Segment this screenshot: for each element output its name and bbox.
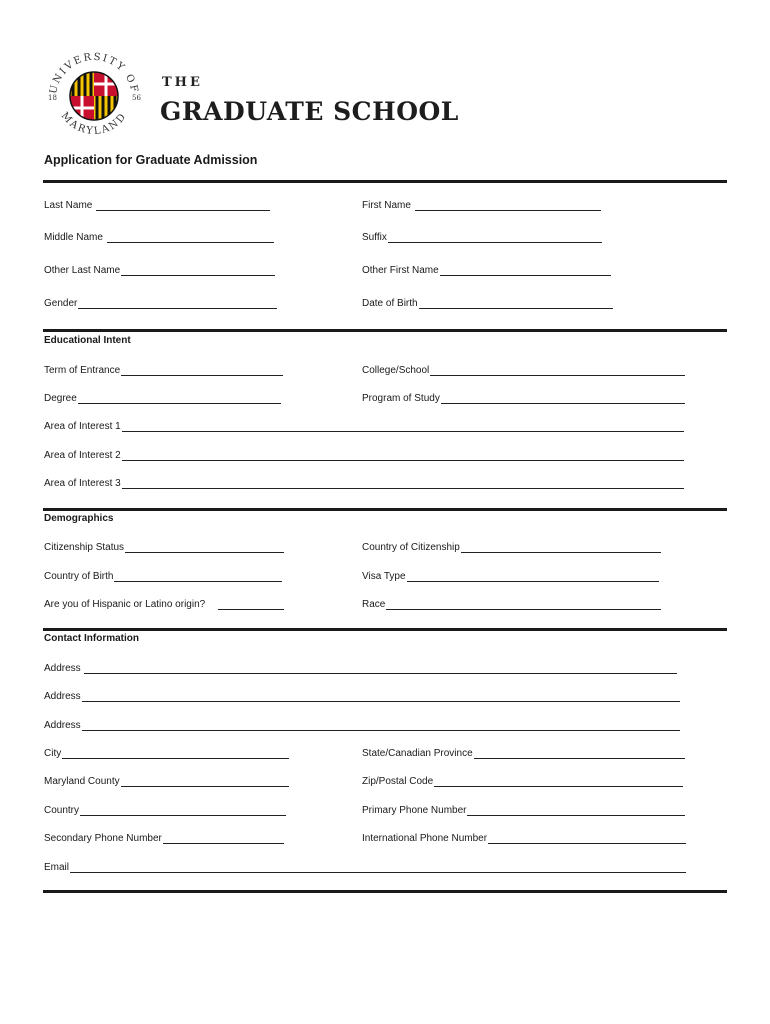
international-phone-field[interactable] xyxy=(362,830,686,844)
email-field[interactable] xyxy=(44,859,686,873)
seal-arc-bottom-text: MARYLAND xyxy=(58,110,130,138)
address-2-label: Address xyxy=(44,691,81,702)
maryland-county-label: Maryland County xyxy=(44,776,120,787)
educational-intent-heading: Educational Intent xyxy=(44,335,131,346)
area-of-interest-1-field[interactable] xyxy=(44,418,684,432)
visa-type-label: Visa Type xyxy=(362,571,406,582)
term-of-entrance-label: Term of Entrance xyxy=(44,365,121,376)
zip-postal-code-label: Zip/Postal Code xyxy=(362,776,434,787)
state-province-label: State/Canadian Province xyxy=(362,748,473,759)
area-of-interest-2-label: Area of Interest 2 xyxy=(44,450,121,461)
country-field[interactable] xyxy=(44,802,286,816)
program-of-study-label: Program of Study xyxy=(362,393,440,404)
email-label: Email xyxy=(44,862,70,873)
city-label: City xyxy=(44,748,62,759)
citizenship-status-label: Citizenship Status xyxy=(44,542,125,553)
city-field[interactable] xyxy=(44,745,289,759)
maryland-county-field[interactable] xyxy=(44,773,289,787)
date-of-birth-label: Date of Birth xyxy=(362,298,418,309)
degree-field[interactable] xyxy=(44,390,281,404)
secondary-phone-field[interactable] xyxy=(44,830,284,844)
divider xyxy=(43,890,727,893)
secondary-phone-label: Secondary Phone Number xyxy=(44,833,162,844)
other-first-name-label: Other First Name xyxy=(362,265,439,276)
address-1-field[interactable] xyxy=(44,660,677,674)
first-name-label: First Name xyxy=(362,200,411,211)
seal-arc-top-text: UNIVERSITY OF xyxy=(48,51,140,95)
country-of-citizenship-label: Country of Citizenship xyxy=(362,542,460,553)
area-of-interest-1-label: Area of Interest 1 xyxy=(44,421,121,432)
divider xyxy=(43,180,727,183)
country-label: Country xyxy=(44,805,80,816)
country-of-birth-field[interactable] xyxy=(44,568,282,582)
divider xyxy=(43,628,727,631)
state-province-field[interactable] xyxy=(362,745,685,759)
last-name-field[interactable] xyxy=(44,197,270,211)
international-phone-label: International Phone Number xyxy=(362,833,488,844)
seal-year-left: 18 xyxy=(48,94,57,102)
divider xyxy=(43,508,727,511)
suffix-label: Suffix xyxy=(362,232,387,243)
header-school-name: GRADUATE SCHOOL xyxy=(160,97,459,126)
last-name-label: Last Name xyxy=(44,200,93,211)
visa-type-field[interactable] xyxy=(362,568,659,582)
program-of-study-field[interactable] xyxy=(362,390,685,404)
demographics-heading: Demographics xyxy=(44,513,114,524)
seal-year-right: 56 xyxy=(132,94,141,102)
first-name-field[interactable] xyxy=(362,197,601,211)
address-3-label: Address xyxy=(44,720,81,731)
address-3-field[interactable] xyxy=(44,717,680,731)
college-school-field[interactable] xyxy=(362,362,685,376)
hispanic-latino-field[interactable] xyxy=(44,596,284,610)
date-of-birth-field[interactable] xyxy=(362,295,613,309)
zip-postal-code-field[interactable] xyxy=(362,773,683,787)
term-of-entrance-field[interactable] xyxy=(44,362,283,376)
gender-field[interactable] xyxy=(44,295,277,309)
suffix-field[interactable] xyxy=(362,229,602,243)
area-of-interest-3-label: Area of Interest 3 xyxy=(44,478,121,489)
contact-information-heading: Contact Information xyxy=(44,633,139,644)
citizenship-status-field[interactable] xyxy=(44,539,284,553)
address-2-field[interactable] xyxy=(44,688,680,702)
form-title: Application for Graduate Admission xyxy=(44,153,258,167)
other-first-name-field[interactable] xyxy=(362,262,611,276)
race-label: Race xyxy=(362,599,386,610)
middle-name-field[interactable] xyxy=(44,229,274,243)
university-seal-logo xyxy=(40,42,148,142)
race-field[interactable] xyxy=(362,596,661,610)
divider xyxy=(43,329,727,332)
area-of-interest-3-field[interactable] xyxy=(44,475,684,489)
other-last-name-label: Other Last Name xyxy=(44,265,121,276)
college-school-label: College/School xyxy=(362,365,430,376)
other-last-name-field[interactable] xyxy=(44,262,275,276)
middle-name-label: Middle Name xyxy=(44,232,103,243)
address-1-label: Address xyxy=(44,663,81,674)
gender-label: Gender xyxy=(44,298,78,309)
degree-label: Degree xyxy=(44,393,77,404)
hispanic-latino-label: Are you of Hispanic or Latino origin? xyxy=(44,599,206,610)
country-of-birth-label: Country of Birth xyxy=(44,571,114,582)
primary-phone-label: Primary Phone Number xyxy=(362,805,467,816)
header-the-text: THE xyxy=(162,75,203,90)
area-of-interest-2-field[interactable] xyxy=(44,447,684,461)
country-of-citizenship-field[interactable] xyxy=(362,539,661,553)
maryland-flag-shield-icon xyxy=(70,72,118,120)
primary-phone-field[interactable] xyxy=(362,802,685,816)
